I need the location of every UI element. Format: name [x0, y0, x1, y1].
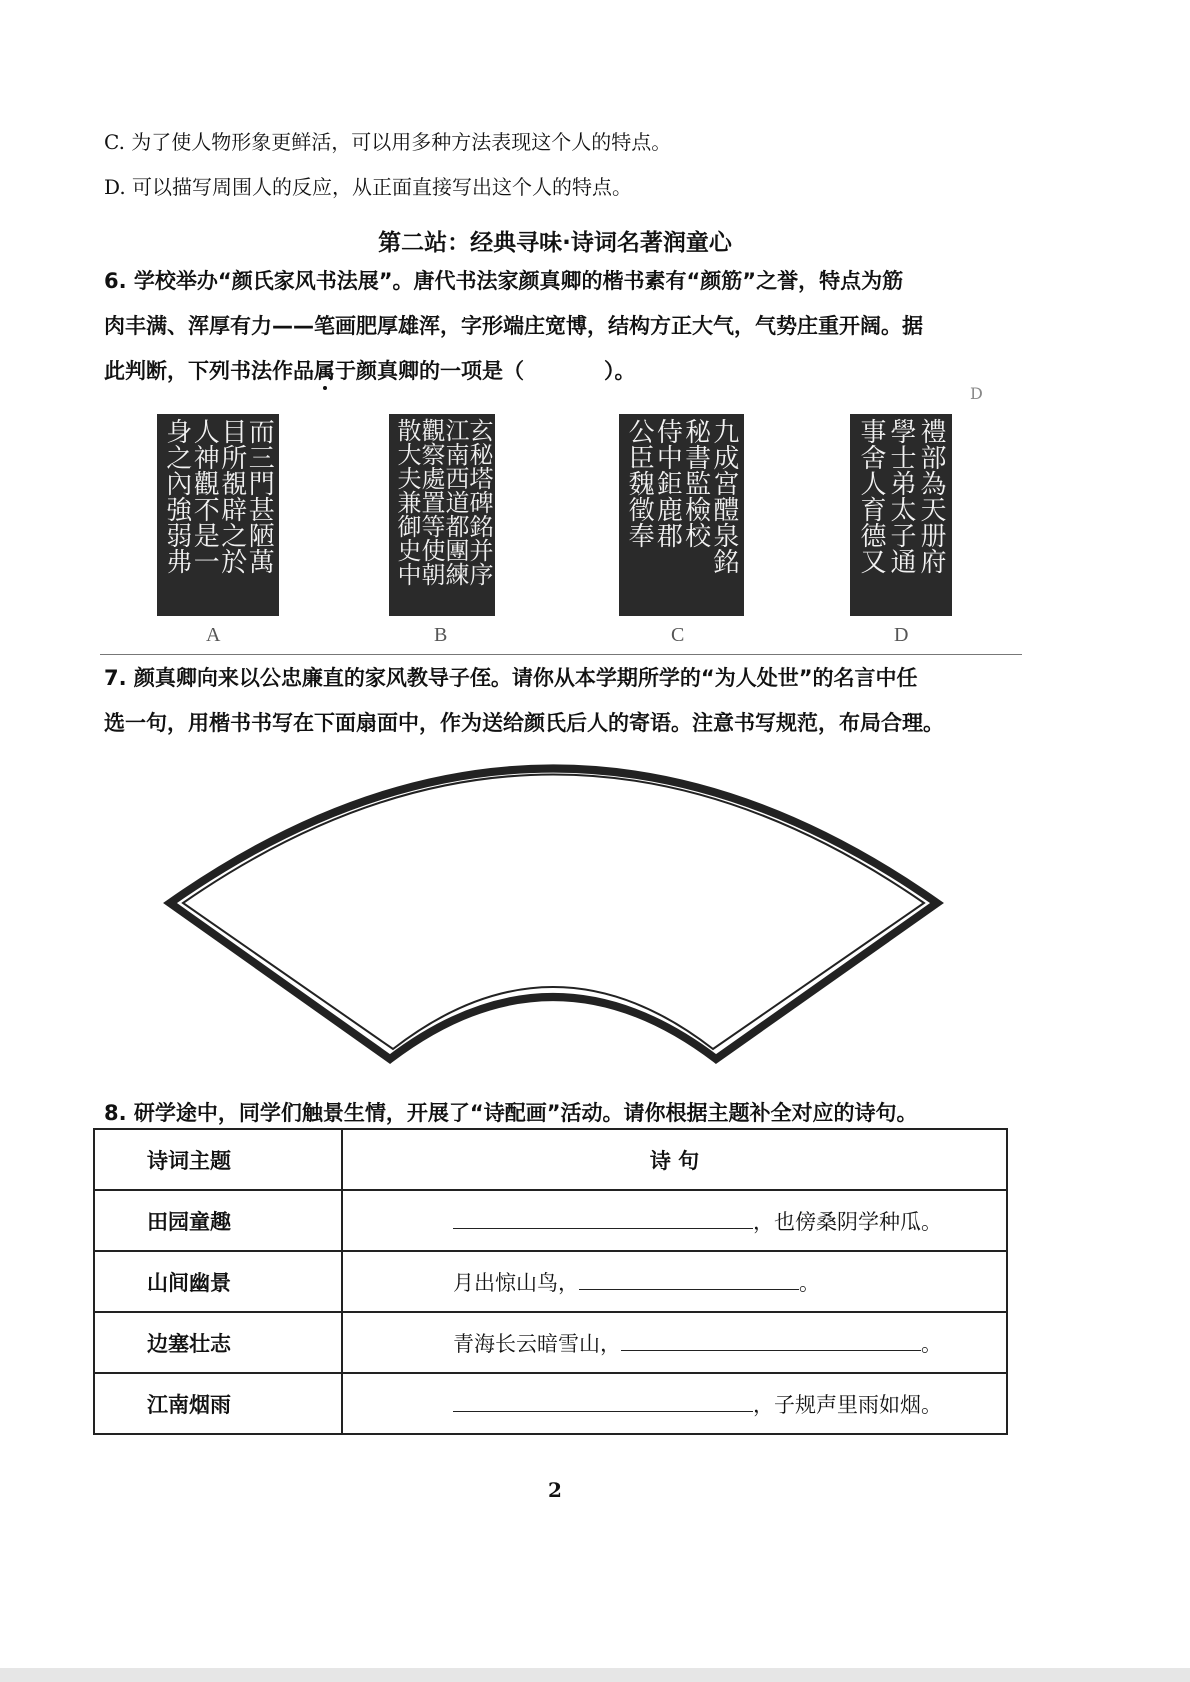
tablet-column: 學士弟太子通	[886, 418, 916, 574]
tablet-label: A	[206, 624, 221, 646]
q7-line1: 7. 颜真卿向来以公忠廉直的家风教导子侄。请你从本学期所学的“为人处世”的名言中任	[104, 666, 918, 690]
tablet-column: 事舍人育德又	[856, 418, 886, 574]
verse-before: 月出惊山鸟，	[453, 1270, 579, 1295]
row-theme: 边塞壮志	[94, 1312, 342, 1373]
tablet-column: 江南西道都團練	[441, 418, 469, 586]
answer-blank[interactable]	[579, 1269, 799, 1290]
row-verse	[342, 1312, 1007, 1373]
page-bottom-edge	[0, 1668, 1190, 1682]
tablet-column: 身之內強弱弗	[161, 418, 192, 574]
tablet-column: 侍中鉅鹿郡	[652, 418, 683, 548]
q6-line3-a: 此判断，下列书法作品	[104, 359, 314, 383]
header-theme: 诗词主题	[94, 1129, 342, 1190]
corner-mark: D	[970, 384, 983, 403]
verse-before: 青海长云暗雪山，	[453, 1331, 621, 1356]
page-number: 2	[548, 1478, 562, 1502]
tablet-column: 公臣魏徵奉	[624, 418, 655, 548]
tablet-column: 禮部為天册府	[916, 418, 946, 574]
header-verse: 诗 句	[342, 1129, 1007, 1190]
tablet-column: 目所覩辟之於	[216, 418, 247, 574]
tablet-column: 人神觀不是一	[189, 418, 220, 574]
section-title: 第二站：经典寻味·诗词名著润童心	[378, 230, 732, 256]
q6-line1: 6. 学校举办“颜氏家风书法展”。唐代书法家颜真卿的楷书素有“颜筋”之誉，特点为筋	[104, 269, 904, 293]
table-row	[94, 1190, 1007, 1251]
q6-emphasis-char: 属	[314, 359, 335, 383]
tablet-column: 玄秘塔碑銘并序	[465, 418, 493, 586]
row-verse	[342, 1373, 1007, 1434]
verse-after: 。	[799, 1270, 820, 1295]
table-row	[94, 1312, 1007, 1373]
verse-after: ，也傍桑阴学种瓜。	[753, 1209, 942, 1234]
q6-line3-c: ）。	[604, 359, 636, 383]
option-d: D. 可以描写周围人的反应，从正面直接写出这个人的特点。	[104, 175, 633, 199]
tablet-column: 觀察處置等使朝	[417, 418, 445, 586]
table-header	[94, 1129, 1007, 1190]
tablet-column: 秘書監檢校	[680, 418, 711, 548]
table-row	[94, 1373, 1007, 1434]
q8-prompt: 8. 研学途中，同学们触景生情，开展了“诗配画”活动。请你根据主题补全对应的诗句。	[104, 1101, 918, 1125]
row-theme: 山间幽景	[94, 1251, 342, 1312]
tablet-column: 而三門甚陋萬	[244, 418, 275, 574]
tablet-label: D	[894, 624, 909, 646]
answer-blank[interactable]	[453, 1208, 753, 1229]
tablet-label: C	[671, 624, 685, 646]
q7-line2: 选一句，用楷书书写在下面扇面中，作为送给颜氏后人的寄语。注意书写规范，布局合理。	[104, 711, 944, 735]
option-c: C. 为了使人物形象更鲜活，可以用多种方法表现这个人的特点。	[104, 130, 672, 154]
tablet-column: 散大夫兼御史中	[393, 418, 421, 586]
row-theme: 田园童趣	[94, 1190, 342, 1251]
table-row	[94, 1251, 1007, 1312]
verse-after: 。	[921, 1331, 942, 1356]
row-verse	[342, 1190, 1007, 1251]
row-verse	[342, 1251, 1007, 1312]
answer-blank[interactable]	[621, 1330, 921, 1351]
row-theme: 江南烟雨	[94, 1373, 342, 1434]
fan-inner	[183, 775, 924, 1050]
answer-blank[interactable]	[453, 1391, 753, 1412]
poem-table	[93, 1128, 1008, 1435]
q6-line3-b: 于颜真卿的一项是（	[335, 359, 524, 383]
q6-line2: 肉丰满、浑厚有力——笔画肥厚雄浑，字形端庄宽博，结构方正大气，气势庄重开阔。据	[104, 314, 923, 338]
verse-after: ，子规声里雨如烟。	[753, 1392, 942, 1417]
tablet-column: 九成宮醴泉銘	[708, 418, 739, 574]
tablet-label: B	[434, 624, 448, 646]
